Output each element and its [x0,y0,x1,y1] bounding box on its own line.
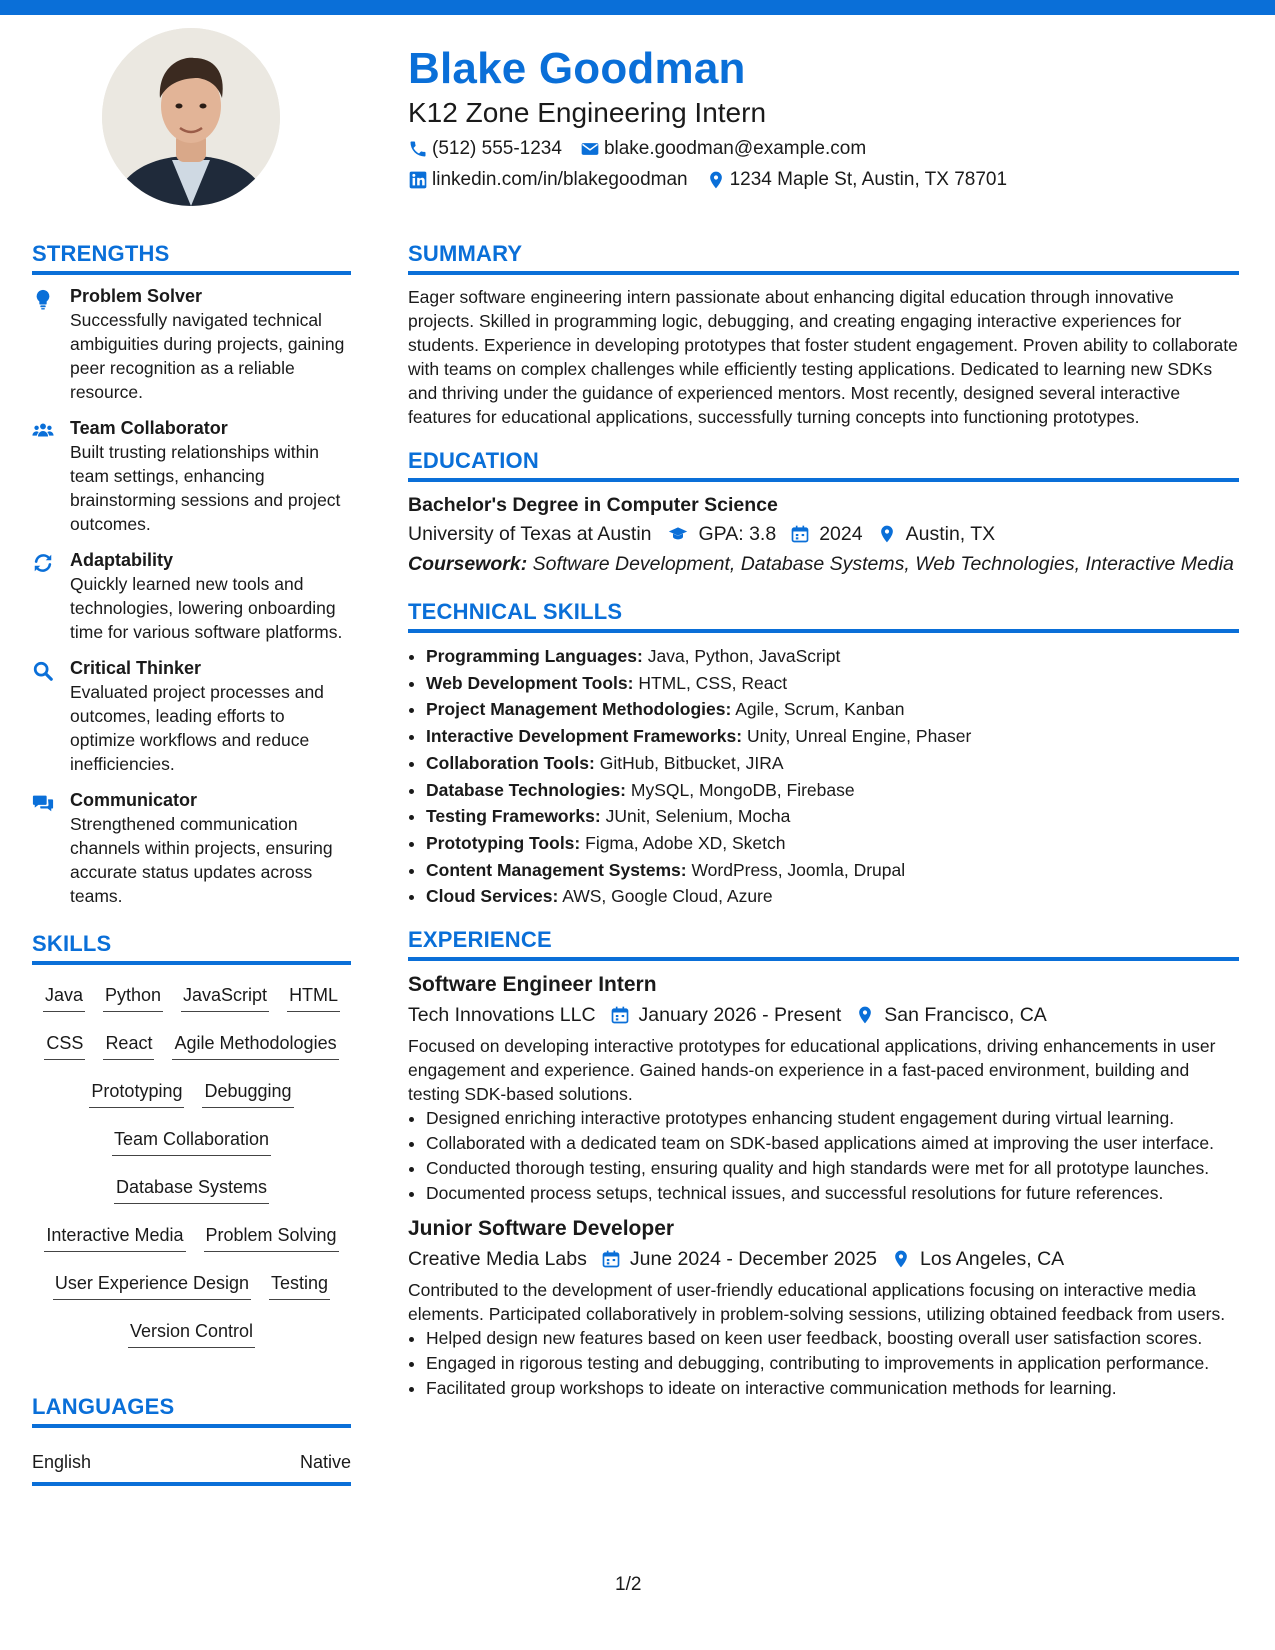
job-bullets [408,1106,1239,1205]
skill-tag: Testing [269,1270,330,1300]
refresh-icon [32,549,70,644]
technical-skill-label: Programming Languages: [426,646,643,666]
address-text: 1234 Maple St, Austin, TX 78701 [729,169,1008,190]
technical-skill-value: Agile, Scrum, Kanban [735,699,905,720]
skill-tag: CSS [44,1030,85,1060]
language-name: English [32,1452,92,1472]
job-bullet: • Facilitated group workshops to ideate on interactive communication methods for learning. [426,1376,1239,1400]
technical-skill-label: Interactive Development Frameworks: [426,726,743,747]
strength-title: Critical Thinker [70,658,202,678]
summary-heading: SUMMARY [408,240,1239,275]
location-text: Austin, TX [905,523,996,545]
skill-tag: HTML [287,982,340,1012]
technical-skill-item [426,803,1239,830]
job-bullet: • Documented process setups, technical issues, and successful resolutions for future references. [426,1181,1239,1205]
left-column [32,240,351,1486]
technical-skill-label: Database Technologies: [426,779,627,800]
technical-skill-label: Prototyping Tools: [426,832,581,853]
skill-tag: Database Systems [114,1174,269,1204]
linkedin-contact[interactable] [408,167,688,193]
technical-skill-item [426,857,1239,884]
profile-photo [102,28,280,206]
search-icon [32,657,70,776]
linkedin-text: linkedin.com/in/blakegoodman [432,169,688,190]
technical-skill-item [426,696,1239,723]
phone-icon [408,139,428,159]
users-icon [32,417,70,536]
contact-row-1 [408,136,1228,162]
school-name: University of Texas at Austin [408,523,652,545]
technical-skill-item [426,670,1239,697]
lightbulb-icon [32,285,70,404]
strength-description: Successfully navigated technical ambiguities during projects, gaining peer recognition as a reliable resource. [70,310,345,402]
language-level: Native [299,1452,351,1472]
technical-skill-item [426,777,1239,804]
map-marker-icon [891,1249,911,1269]
skill-tag: Prototyping [89,1078,184,1108]
gpa-text: GPA: 3.8 [698,523,777,545]
technical-skill-label: Project Management Methodologies: [426,699,732,720]
company [408,1001,596,1029]
technical-skill-label: Testing Frameworks: [426,806,601,827]
languages-heading: LANGUAGES [32,1393,351,1428]
job-summary: Contributed to the development of user-friendly educational applications focusing on interactive media elements. Participated collaboratively in problem-solving sessions, utilizing obtained feedback from users. [408,1280,1226,1325]
technical-skill-item [426,723,1239,750]
job-entry [408,1215,1239,1400]
technical-skill-label: Content Management Systems: [426,859,687,880]
strength-description: Evaluated project processes and outcomes, leading efforts to optimize workflows and reduce inefficiencies. [70,682,324,774]
technical-skill-item [426,883,1239,910]
job-entry [408,971,1239,1205]
technical-skill-label: Cloud Services: [426,886,559,907]
summary-text: Eager software engineering intern passionate about enhancing digital education through innovative projects. Skilled in programming logic, debugging, and creating engaging interactive experiences for students. Experience in developing prototypes that foster student engagement. Proven ability to collaborate with teams on complex challenges while efficiently testing applications. Dedicated to learning new SDKs and thriving under the guidance of experienced mentors. Most recently, designed several interactive features for educational applications, successfully turning concepts into functioning prototypes. [408,287,1238,427]
skills-heading: SKILLS [32,930,351,965]
skill-tag: Team Collaboration [112,1126,271,1156]
coursework-text: Software Development, Database Systems, Web Technologies, Interactive Media [532,553,1234,575]
job-bullet: • Helped design new features based on keen user feedback, boosting overall user satisfaction scores. [426,1326,1239,1350]
job-dates [610,1001,842,1029]
location-text: San Francisco, CA [884,1004,1047,1027]
graduation-cap-icon [666,524,690,544]
strength-title: Adaptability [70,550,174,570]
job-location [855,1001,1047,1029]
education-heading: EDUCATION [408,447,1239,482]
company [408,1245,587,1273]
job-summary: Focused on developing interactive prototypes for educational applications, driving enhancements in user engagement and experience. Gained hands-on experience in a fast-paced environment, building and testing SDK-based solutions. [408,1036,1216,1105]
job-title: Software Engineer Intern [408,973,657,997]
technical-skill-value: Java, Python, JavaScript [647,646,841,666]
comments-icon [32,789,70,908]
job-location [891,1245,1064,1273]
technical-skill-item [426,750,1239,777]
skill-tag: User Experience Design [53,1270,251,1300]
technical-skill-value: JUnit, Selenium, Mocha [605,806,791,827]
language-row [32,1438,351,1486]
technical-skill-value: GitHub, Bitbucket, JIRA [599,752,784,773]
strength-description: Strengthened communication channels within projects, ensuring accurate status updates across teams. [70,814,333,906]
technical-skill-label: Collaboration Tools: [426,752,595,773]
company-name: Creative Media Labs [408,1248,587,1271]
company-name: Tech Innovations LLC [408,1004,596,1027]
year-text: 2024 [819,523,863,545]
dates-text: January 2026 - Present [638,1004,842,1027]
candidate-name: Blake Goodman [408,44,746,93]
technical-skill-value: WordPress, Joomla, Drupal [691,859,906,880]
right-column [408,240,1239,1401]
job-meta [408,1001,1239,1029]
email-text: blake.goodman@example.com [603,138,867,159]
job-bullet: • Conducted thorough testing, ensuring quality and high standards were met for all prototype launches. [426,1156,1239,1180]
strength-title: Problem Solver [70,286,203,306]
strength-item [32,285,351,404]
contact-row-2 [408,167,1228,193]
job-bullet: • Collaborated with a dedicated team on SDK-based applications aimed at improving the user interface. [426,1131,1239,1155]
technical-skill-value: Unity, Unreal Engine, Phaser [746,726,972,747]
school-location [877,520,996,548]
strength-description: Quickly learned new tools and technologies, lowering onboarding time for various software platforms. [70,574,343,642]
page-number: 1/2 [615,1574,642,1595]
resume-header [408,42,1228,193]
map-marker-icon [877,524,897,544]
technical-skill-label: Web Development Tools: [426,672,634,693]
address-contact [706,167,1007,193]
skill-tag: Java [43,982,85,1012]
school [408,520,652,548]
phone-contact [408,136,562,162]
job-bullets [408,1326,1239,1400]
technical-skill-value: HTML, CSS, React [638,672,788,693]
technical-skills-heading: TECHNICAL SKILLS [408,598,1239,633]
grad-year [790,520,862,548]
calendar-icon [790,524,810,544]
education-meta [408,520,1239,548]
skill-tag: Debugging [202,1078,293,1108]
candidate-title: K12 Zone Engineering Intern [408,97,767,128]
map-marker-icon [706,170,726,190]
job-title: Junior Software Developer [408,1217,675,1241]
map-marker-icon [855,1005,875,1025]
technical-skill-value: Figma, Adobe XD, Sketch [585,832,786,853]
job-bullet: • Engaged in rigorous testing and debugging, contributing to improvements in application performance. [426,1351,1239,1375]
technical-skills-list [408,643,1239,910]
skill-tag: Problem Solving [204,1222,339,1252]
linkedin-icon [408,170,428,190]
job-bullet: • Designed enriching interactive prototypes enhancing student engagement during virtual learning. [426,1106,1239,1130]
strength-description: Built trusting relationships within team settings, enhancing brainstorming sessions and project outcomes. [70,442,341,534]
skills-list [32,975,351,1359]
strength-title: Communicator [70,790,198,810]
degree-title: Bachelor's Degree in Computer Science [408,494,778,516]
strength-item [32,657,351,776]
technical-skill-value: AWS, Google Cloud, Azure [562,886,773,907]
strength-title: Team Collaborator [70,418,228,438]
skill-tag: JavaScript [181,982,269,1012]
dates-text: June 2024 - December 2025 [629,1248,878,1271]
job-dates [601,1245,877,1273]
experience-heading: EXPERIENCE [408,926,1239,961]
skill-tag: Python [103,982,163,1012]
email-contact[interactable] [580,136,866,162]
strength-item [32,549,351,644]
technical-skill-value: MySQL, MongoDB, Firebase [630,779,855,800]
envelope-icon [580,139,600,159]
location-text: Los Angeles, CA [920,1248,1065,1271]
skill-tag: Version Control [128,1318,255,1348]
skill-tag: Interactive Media [44,1222,185,1252]
technical-skill-item [426,830,1239,857]
coursework [408,552,1239,576]
strength-item [32,417,351,536]
strengths-heading: STRENGTHS [32,240,351,275]
job-meta [408,1245,1239,1273]
calendar-icon [610,1005,630,1025]
skill-tag: Agile Methodologies [172,1030,338,1060]
technical-skill-item [426,643,1239,670]
strength-item [32,789,351,908]
skill-tag: React [103,1030,154,1060]
phone-text: (512) 555-1234 [432,138,562,159]
calendar-icon [601,1249,621,1269]
coursework-label: Coursework: [408,553,528,575]
top-accent-bar [0,0,1275,15]
gpa [666,520,777,548]
